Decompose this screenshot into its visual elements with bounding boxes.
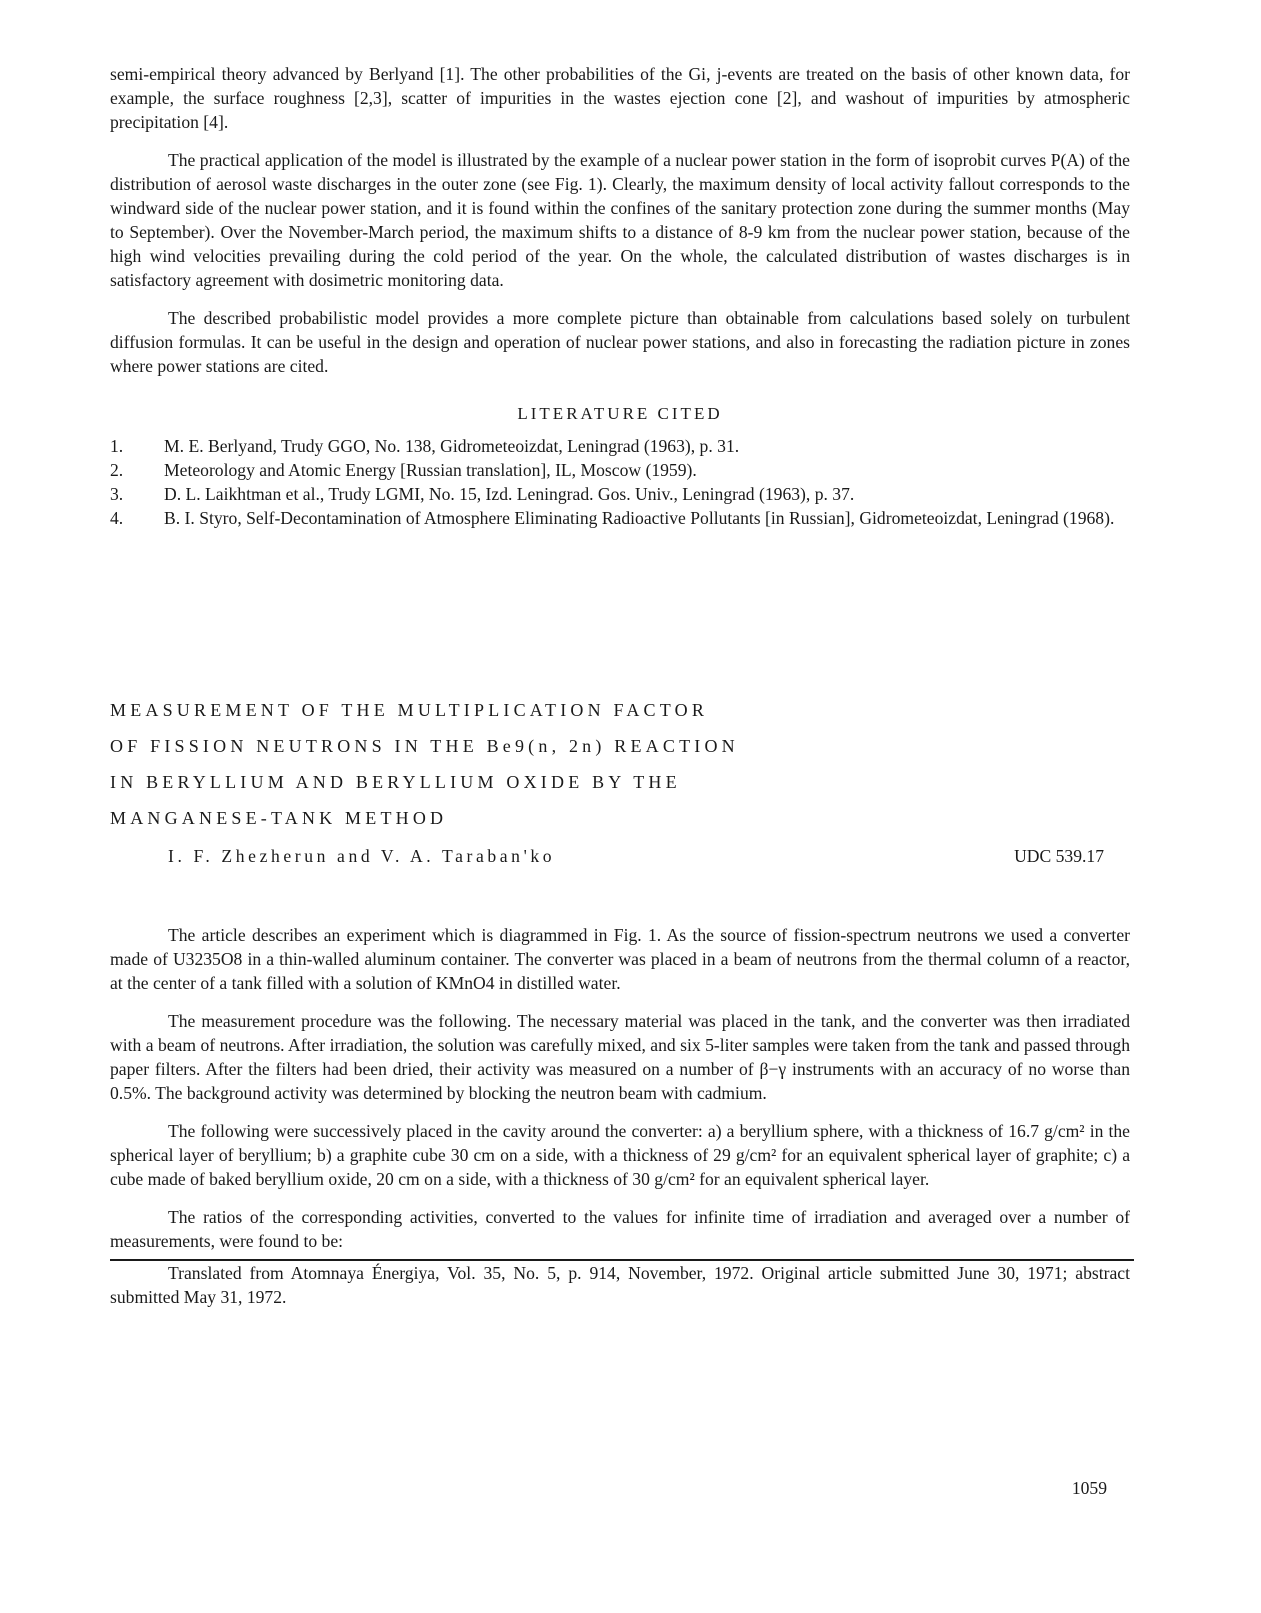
title-line: MANGANESE-TANK METHOD <box>110 808 448 828</box>
reference-item: 2. Meteorology and Atomic Energy [Russian translation], IL, Moscow (1959). <box>110 460 697 480</box>
reference-item: 4. B. I. Styro, Self-Decontamination of Atmosphere Eliminating Radioactive Pollutants [in Russian], Gidrometeoizdat, Leningrad (1968). <box>110 508 1115 528</box>
literature-heading: LITERATURE CITED <box>517 404 723 423</box>
reference-item: 1. M. E. Berlyand, Trudy GGO, No. 138, Gidrometeoizdat, Leningrad (1963), p. 31. <box>110 436 740 456</box>
reference-item: 3. D. L. Laikhtman et al., Trudy LGMI, No. 15, Izd. Leningrad. Gos. Univ., Leningrad (1963), p. 37. <box>110 484 855 504</box>
authors: I. F. Zhezherun and V. A. Taraban'ko <box>168 846 556 866</box>
article-body <box>110 923 1130 1253</box>
page-content <box>110 62 1130 1309</box>
translation-note: Translated from Atomnaya Énergiya, Vol. 35, No. 5, p. 914, November, 1972. Original article submitted June 30, 1971; abstract submitted May 31, 1972. <box>110 1263 1130 1307</box>
article-title <box>110 692 1130 836</box>
paragraph-ratios: The ratios of the corresponding activities, converted to the values for infinite time of irradiation and averaged over a number of measurements, were found to be: <box>110 1207 1130 1251</box>
udc-code: UDC 539.17 <box>1014 846 1104 866</box>
reference-list <box>110 434 1130 530</box>
paragraph-experiment: The article describes an experiment which is diagrammed in Fig. 1. As the source of fission-spectrum neutrons we used a converter made of U3235O8 in a thin-walled aluminum container. The converter was placed in a beam of neutrons from the thermal column of a reactor, at the center of a tank filled with a solution of KMnO4 in distilled water. <box>110 925 1130 993</box>
formula-permanganate: KMnO4 <box>435 973 495 993</box>
footnote <box>110 1261 1130 1309</box>
paragraph-application: The practical application of the model is illustrated by the example of a nuclear power station in the form of isoprobit curves P(A) of the distribution of aerosol waste discharges in the outer zone (see Fig. 1). Clearly, the maximum density of local activity fallout corresponds to the windward side of the nuclear power station, and it is found within the confines of the sanitary protection zone during the summer months (May to September). Over the November-March period, the maximum shifts to a distance of 8-9 km from the nuclear power station, because of the high wind velocities prevailing during the cold period of the year. On the whole, the calculated distribution of wastes discharges is in satisfactory agreement with dosimetric monitoring data. <box>110 150 1130 290</box>
paragraph-procedure: The measurement procedure was the following. The necessary material was placed in the tank, and the converter was then irradiated with a beam of neutrons. After irradiation, the solution was carefully mixed, and six 5-liter samples were taken from the tank and passed through paper filters. After the filters had been dried, their activity was measured on a number of β−γ instruments with an accuracy of no worse than 0.5%. The background activity was determined by blocking the neutron beam with cadmium. <box>110 1011 1130 1103</box>
title-line: MEASUREMENT OF THE MULTIPLICATION FACTOR <box>110 700 709 720</box>
page-number: 1059 <box>1071 1478 1107 1498</box>
paragraph-continuation: semi-empirical theory advanced by Berlyand [1]. The other probabilities of the Gi, j-events are treated on the basis of other known data, for example, the surface roughness [2,3], scatter of impurities in the wastes ejection cone [2], and washout of impurities by atmospheric precipitation [4]. <box>110 64 1130 132</box>
paragraph-conclusion: The described probabilistic model provides a more complete picture than obtainable from calculations based solely on turbulent diffusion formulas. It can be useful in the design and operation of nuclear power stations, and also in forecasting the radiation picture in zones where power stations are cited. <box>110 308 1130 376</box>
title-line: IN BERYLLIUM AND BERYLLIUM OXIDE BY THE <box>110 772 681 792</box>
formula-converter: U3235O8 <box>172 949 243 969</box>
title-line: OF FISSION NEUTRONS IN THE Be9(n, 2n) REACTION <box>110 736 739 756</box>
paragraph-materials: The following were successively placed in the cavity around the converter: a) a beryllium sphere, with a thickness of 16.7 g/cm² in the spherical layer of beryllium; b) a graphite cube 30 cm on a side, with a thickness of 29 g/cm² for an equivalent spherical layer of graphite; c) a cube made of baked beryllium oxide, 20 cm on a side, with a thickness of 30 g/cm² for an equivalent spherical layer. <box>110 1121 1130 1189</box>
byline <box>110 846 1130 867</box>
